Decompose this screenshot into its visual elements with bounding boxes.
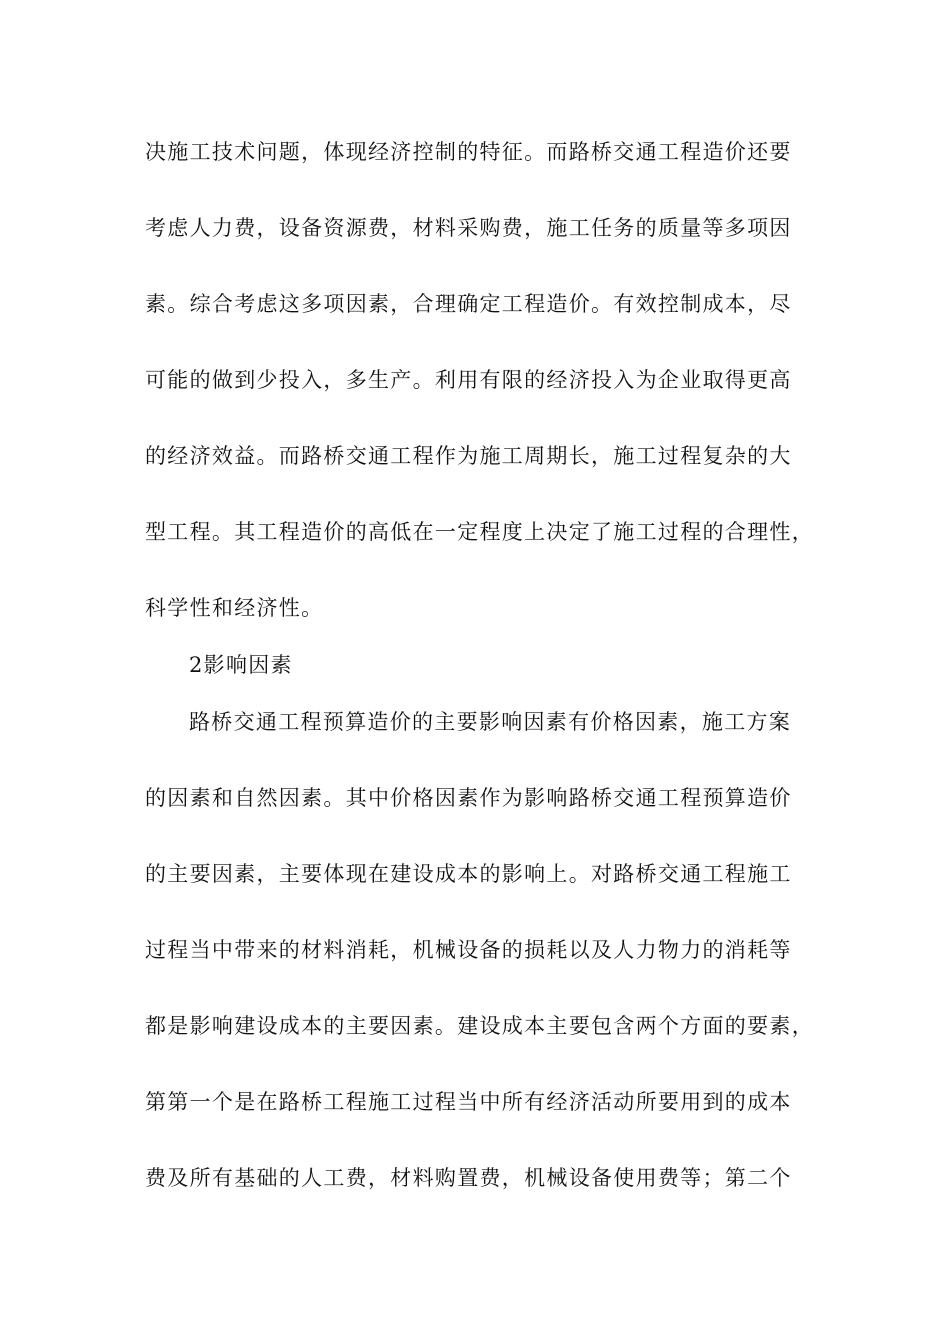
text-line: 过程当中带来的材料消耗，机械设备的损耗以及人力物力的消耗等 [145, 938, 792, 962]
text-line: 型工程。其工程造价的高低在一定程度上决定了施工过程的合理性， [145, 520, 814, 544]
text-line: 费及所有基础的人工费，材料购置费，机械设备使用费等；第二个 [145, 1166, 792, 1190]
text-line: 决施工技术问题，体现经济控制的特征。而路桥交通工程造价还要 [145, 140, 792, 164]
section-heading: 2影响因素 [189, 653, 293, 677]
paragraph-2 [145, 703, 825, 1235]
document-body [145, 133, 825, 1235]
text-line: 科学性和经济性。 [145, 596, 324, 620]
text-line: 的经济效益。而路桥交通工程作为施工周期长，施工过程复杂的大 [145, 444, 792, 468]
text-line: 素。综合考虑这多项因素，合理确定工程造价。有效控制成本，尽 [145, 292, 792, 316]
text-line: 的主要因素，主要体现在建设成本的影响上。对路桥交通工程施工 [145, 862, 792, 886]
text-line: 路桥交通工程预算造价的主要影响因素有价格因素，施工方案 [189, 710, 792, 734]
text-line: 可能的做到少投入，多生产。利用有限的经济投入为企业取得更高 [145, 368, 792, 392]
text-line: 考虑人力费，设备资源费，材料采购费，施工任务的质量等多项因 [145, 216, 792, 240]
paragraph-1 [145, 133, 825, 646]
text-line: 都是影响建设成本的主要因素。建设成本主要包含两个方面的要素， [145, 1014, 814, 1038]
text-line: 的因素和自然因素。其中价格因素作为影响路桥交通工程预算造价 [145, 786, 792, 810]
text-line: 第第一个是在路桥工程施工过程当中所有经济活动所要用到的成本 [145, 1090, 792, 1114]
